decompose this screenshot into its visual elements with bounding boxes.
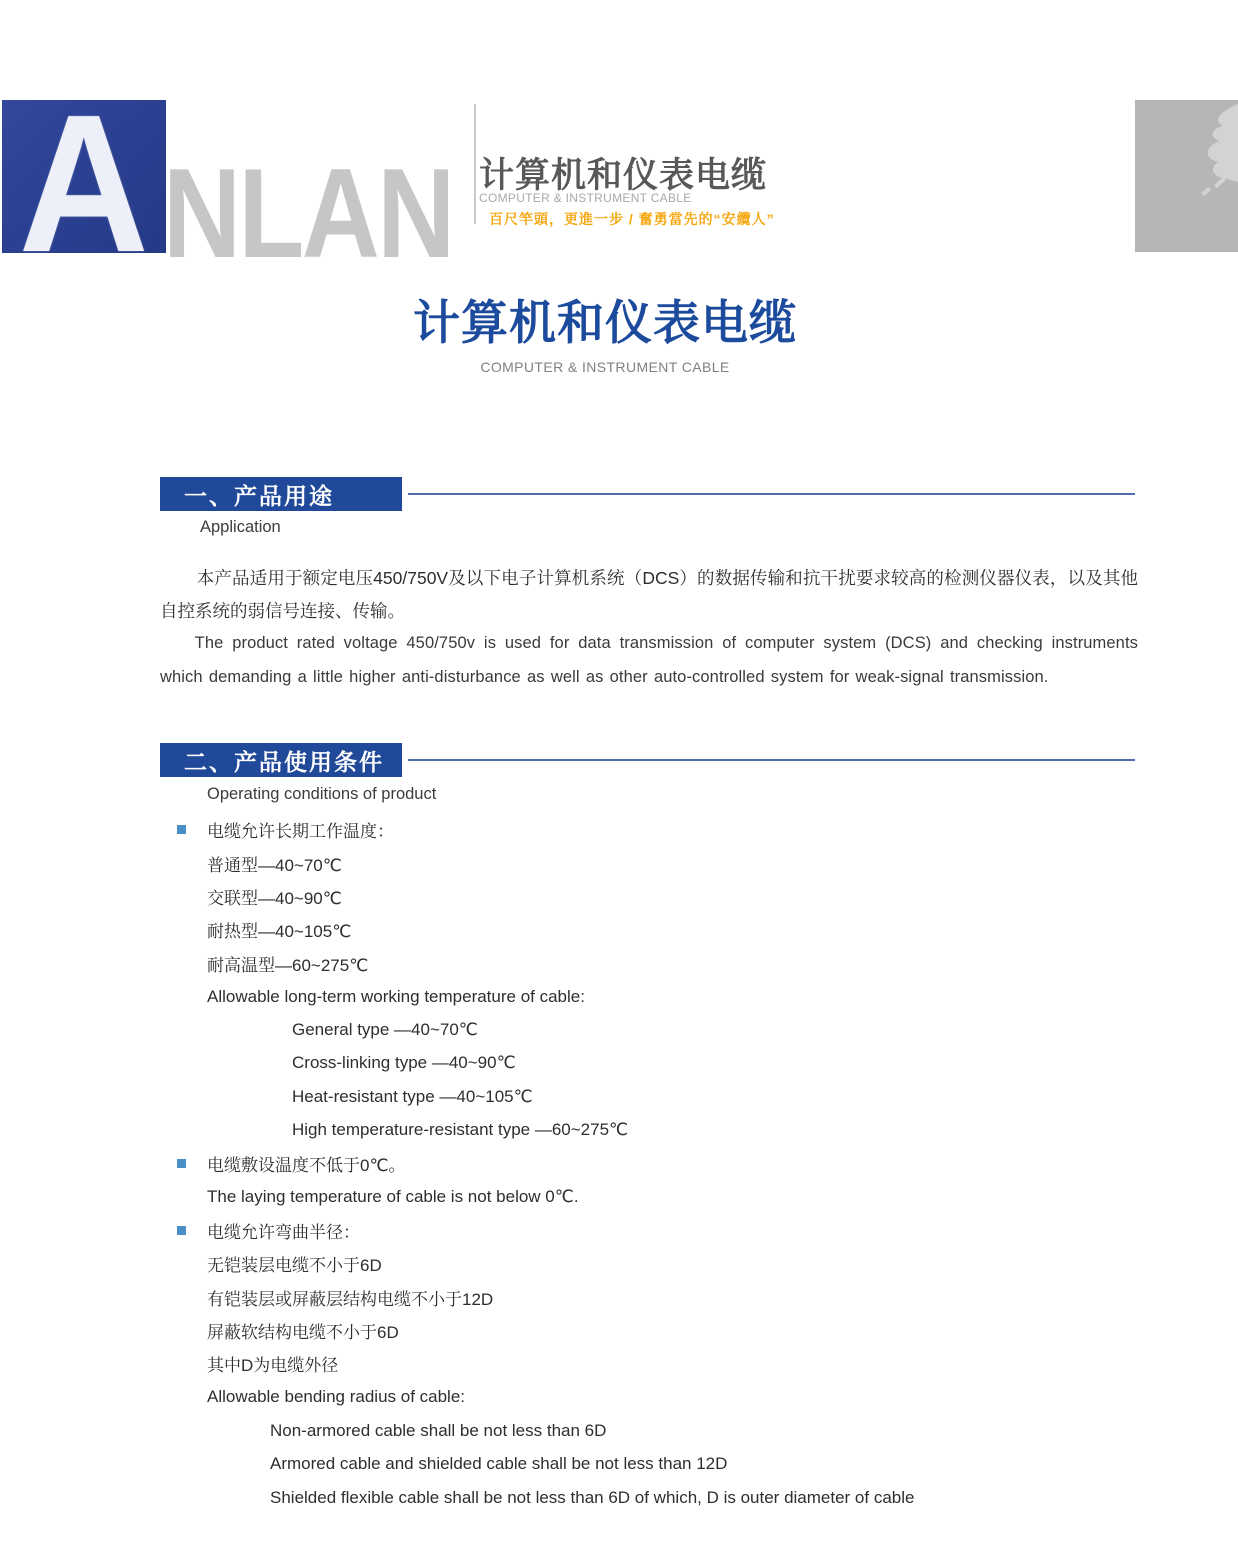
list-item bbox=[160, 813, 1140, 846]
list-item bbox=[160, 1013, 1140, 1046]
list-item-text: 其中D为电缆外径 bbox=[207, 1356, 339, 1376]
list-item bbox=[160, 947, 1140, 980]
list-item-text: Allowable long-term working temperature of cable: bbox=[207, 986, 585, 1006]
list-item-text: Cross-linking type —40~90℃ bbox=[292, 1053, 516, 1073]
list-item-text: 耐热型—40~105℃ bbox=[207, 922, 352, 942]
list-item bbox=[160, 1381, 1140, 1414]
list-item bbox=[160, 1314, 1140, 1347]
list-item-text: 屏蔽软结构电缆不小于6D bbox=[207, 1323, 399, 1343]
list-item bbox=[160, 913, 1140, 946]
list-item-text: 普通型—40~70℃ bbox=[207, 855, 342, 875]
section-heading-rule bbox=[408, 493, 1135, 495]
list-item-text: 耐高温型—60~275℃ bbox=[207, 955, 369, 975]
list-item-text: 电缆允许长期工作温度： bbox=[207, 822, 394, 842]
page-title: 计算机和仪表电缆 bbox=[413, 296, 797, 349]
header-tagline: 百尺竿頭，更進一步 / 奮勇當先的“安纜人” bbox=[489, 211, 775, 227]
section-2-heading-bar: 二、产品使用条件 bbox=[160, 743, 402, 777]
list-item-text: 有铠装层或屏蔽层结构电缆不小于12D bbox=[207, 1289, 494, 1309]
list-item bbox=[160, 1147, 1140, 1180]
application-paragraph-en: The product rated voltage 450/750v is used for data transmission of computer system (DCS) and checking instruments which demanding a little higher anti-disturbance as well as other auto-controlled system for weak-signal transmission. bbox=[160, 634, 1138, 686]
list-item bbox=[160, 1214, 1140, 1247]
list-item bbox=[160, 1280, 1140, 1313]
section-heading-rule bbox=[408, 759, 1135, 761]
list-item-text: Non-armored cable shall be not less than 6D bbox=[270, 1420, 607, 1440]
list-item bbox=[160, 1047, 1140, 1080]
section-1-subheading: Application bbox=[200, 518, 281, 536]
list-item-text: 无铠装层电缆不小于6D bbox=[207, 1256, 382, 1276]
header-subtitle: COMPUTER & INSTRUMENT CABLE bbox=[479, 191, 692, 205]
bullet-square-icon bbox=[177, 825, 186, 834]
list-item-text: 电缆允许弯曲半径： bbox=[207, 1222, 360, 1242]
list-item bbox=[160, 1481, 1140, 1514]
logo-text-nlan: NLAN bbox=[163, 142, 453, 284]
bullet-square-icon bbox=[177, 1159, 186, 1168]
list-item-text: The laying temperature of cable is not below 0℃. bbox=[207, 1186, 579, 1206]
list-item bbox=[160, 1180, 1140, 1213]
list-item bbox=[160, 1447, 1140, 1480]
list-item bbox=[160, 1114, 1140, 1147]
section-1-heading-bar: 一、产品用途 bbox=[160, 477, 402, 511]
header-photo bbox=[1135, 100, 1238, 252]
list-item-text: Allowable bending radius of cable: bbox=[207, 1387, 466, 1407]
list-item-text: General type —40~70℃ bbox=[292, 1020, 478, 1040]
page-title-english: COMPUTER & INSTRUMENT CABLE bbox=[480, 359, 730, 375]
list-item bbox=[160, 1414, 1140, 1447]
list-item-text: Shielded flexible cable shall be not less than 6D of which, D is outer diameter of cable bbox=[270, 1487, 915, 1507]
list-item-text: High temperature-resistant type —60~275℃ bbox=[292, 1120, 629, 1140]
list-item bbox=[160, 846, 1140, 879]
conditions-list bbox=[160, 813, 1140, 1514]
list-item bbox=[160, 980, 1140, 1013]
header-divider bbox=[474, 104, 476, 224]
list-item-text: Heat-resistant type —40~105℃ bbox=[292, 1086, 533, 1106]
list-item bbox=[160, 1247, 1140, 1280]
bullet-square-icon bbox=[177, 1226, 186, 1235]
section-2-header bbox=[160, 743, 1138, 777]
list-item bbox=[160, 880, 1140, 913]
list-item-text: 交联型—40~90℃ bbox=[207, 888, 342, 908]
application-paragraph-cn: 本产品适用于额定电压450/750V及以下电子计算机系统（DCS）的数据传输和抗干扰要求较高的检测仪器仪表，以及其他自控系统的弱信号连接、传输。 bbox=[160, 568, 1138, 621]
list-item bbox=[160, 1347, 1140, 1380]
anlan-logo bbox=[2, 100, 166, 253]
list-item-text: Armored cable and shielded cable shall be not less than 12D bbox=[270, 1454, 728, 1474]
list-item bbox=[160, 1080, 1140, 1113]
section-2-subheading: Operating conditions of product bbox=[207, 785, 437, 803]
logo-letter-a: A bbox=[18, 100, 150, 253]
list-item-text: 电缆敷设温度不低于0℃。 bbox=[207, 1156, 406, 1176]
header-title: 计算机和仪表电缆 bbox=[479, 156, 768, 195]
leaf-icon bbox=[1135, 100, 1238, 252]
section-1-header bbox=[160, 477, 1138, 511]
